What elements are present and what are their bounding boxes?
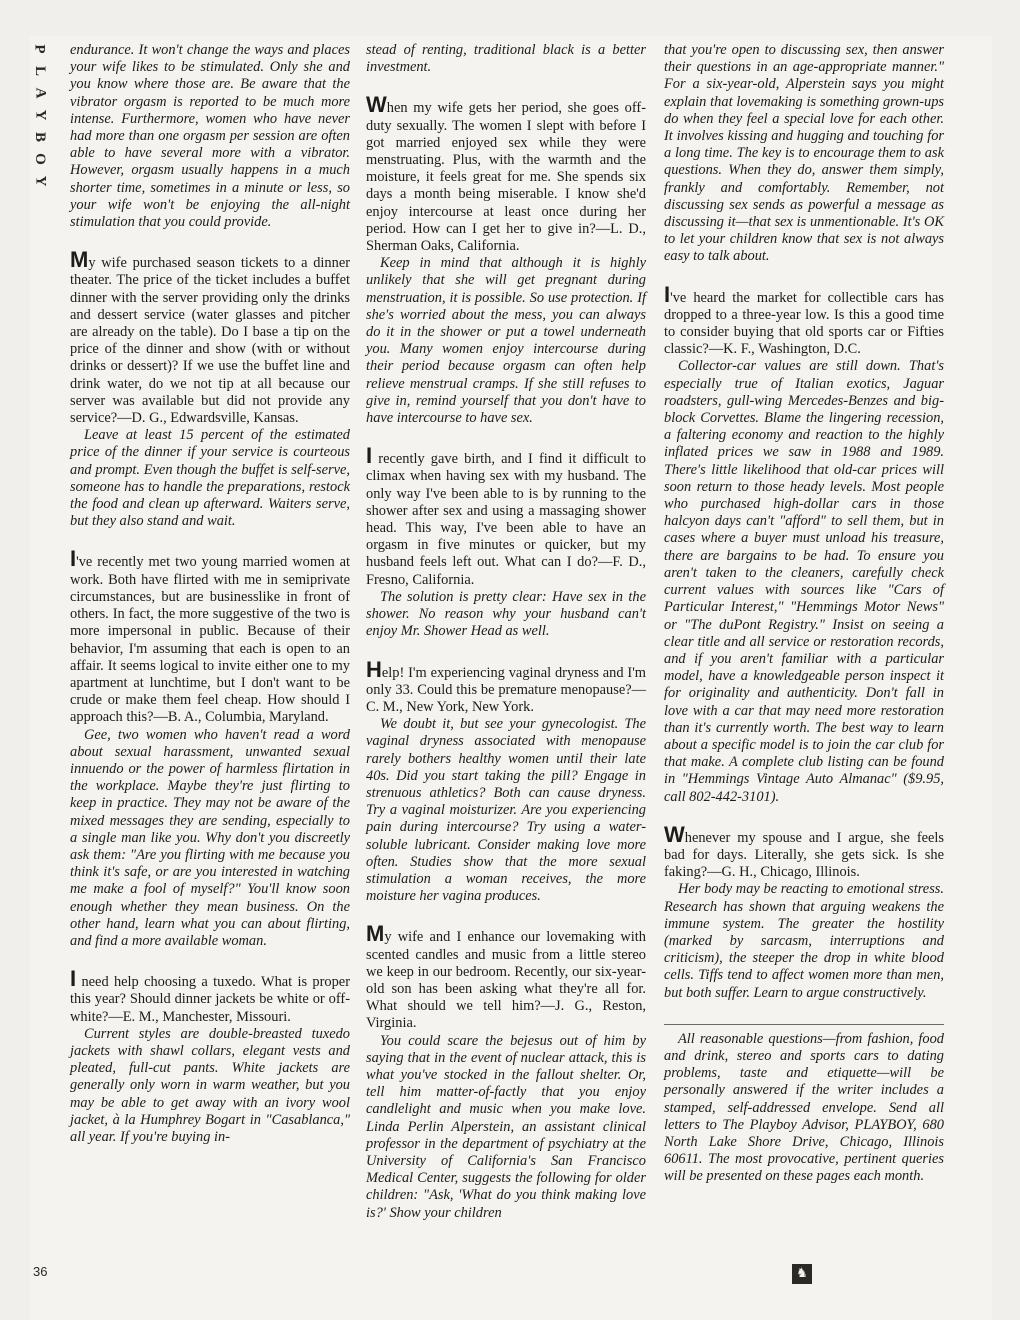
section-gap (664, 806, 944, 828)
question-text: y wife and I enhance our lovemaking with scented candles and music from a little stereo we keep in our bedroom. Recently, our six-year-old son has been asking what they're all for. What should we tell him?—J. G., Reston, Virginia. (366, 929, 646, 1032)
side-logo-letter: Y (32, 109, 48, 121)
advisor-answer: Her body may be reacting to emotional stress. Research has shown that arguing weakens the immune system. The greater the hostility (marked by sarcasm, interruptions and criticism), the steeper the drop in white blood cells. Tiffs tend to affect women more than men, but both suffer. Learn to argue constructively. (664, 881, 944, 1001)
side-logo-letter: P (31, 44, 48, 54)
drop-cap: I (70, 546, 77, 572)
reader-question (70, 966, 350, 1026)
reader-question (366, 443, 646, 589)
section-gap (366, 76, 646, 98)
drop-cap: W (366, 92, 387, 118)
drop-cap: H (366, 656, 382, 682)
advisor-answer: endurance. It won't change the ways and places your wife likes to be stimulated. Only she and you know where those are. Be aware that the vibrator orgasm is reported to be much more intense. Furthermore, women who have never had more than one orgasm per session are often able to have several more with a vibrator. However, orgasm usually happens in a much shorter time, sometimes in a minute or less, so your wife won't be enjoying the all-night stimulation that you could provide. (70, 42, 350, 231)
drop-cap: W (664, 821, 685, 847)
section-gap (366, 905, 646, 927)
side-logo-letter: L (31, 65, 48, 77)
reader-question (366, 921, 646, 1032)
question-text: elp! I'm experiencing vaginal dryness and I'm only 33. Could this be premature menopause?—C. M., New York, New York. (366, 664, 646, 715)
question-text: recently gave birth, and I find it difficult to climax when having sex with my husband. The only way I've been able to is by running to the shower after sex and using a massaging shower head. This way, I've been able to have an orgasm in five minutes or quicker, but my husband feels left out. What can I do?—F. D., Fresno, California. (366, 451, 646, 588)
section-gap (366, 427, 646, 449)
reader-question (664, 821, 944, 882)
page-number: 36 (33, 1264, 48, 1279)
section-gap (366, 641, 646, 663)
reader-question (70, 247, 350, 427)
section-gap (70, 950, 350, 972)
advisor-answer: Keep in mind that although it is highly unlikely that she will get pregnant during menstruation, it is possible. So use protection. If she's worried about the mess, you can always do it in the shower or put a towel underneath you. Many women enjoy intercourse during their period because orgasm can often help relieve menstrual cramps. If she still refuses to give in, remind yourself that you don't have to have intercourse to have sex. (366, 255, 646, 427)
drop-cap: M (70, 247, 89, 273)
reader-question (664, 281, 944, 359)
question-text: 've heard the market for collectible cars has dropped to a three-year low. Is this a good time to consider buying that old sports car or Fifties classic?—K. F., Washington, D.C. (664, 289, 944, 358)
side-logo (30, 42, 50, 188)
section-gap (70, 530, 350, 552)
column-3 (664, 42, 944, 1186)
reader-question (366, 656, 646, 717)
column-2 (366, 42, 646, 1222)
reader-question (70, 546, 350, 726)
side-logo-letter: A (32, 87, 48, 99)
drop-cap: I (664, 281, 671, 307)
question-text: hen my wife gets her period, she goes off-duty sexually. The women I slept with before I got married enjoyed sex while they were menstruating. Plus, with the warmth and the moisture, it feels great for me. She spends six days a month being miserable. I know she'd enjoy intercourse at least once during her period. How can I get her to give in?—L. D., Sherman Oaks, California. (366, 100, 646, 255)
bunny-icon: ♞ (792, 1264, 812, 1284)
reader-question (366, 92, 646, 255)
advisor-answer: The solution is pretty clear: Have sex in the shower. No reason why your husband can't enjoy Mr. Shower Head as well. (366, 588, 646, 640)
advisor-answer: stead of renting, traditional black is a better investment. (366, 42, 646, 76)
submission-note: All reasonable questions—from fashion, food and drink, stereo and sports cars to dating problems, taste and etiquette—will be personally answered if the writer includes a stamped, self-addressed envelope. Send all letters to The Playboy Advisor, PLAYBOY, 680 North Lake Shore Drive, Chicago, Illinois 60611. The most provocative, pertinent queries will be presented on these pages each month. (664, 1024, 944, 1186)
advisor-answer: You could scare the bejesus out of him by saying that in the event of nuclear attack, this is what you've stocked in the fallout shelter. Or, tell him matter-of-factly that you enjoy candlelight and music when you make love. Linda Perlin Alperstein, an assistant clinical professor in the department of psychiatry at the University of California's San Francisco Medical Center, suggests the following for older children: "Ask, 'What do you think making love is?' Show your children (366, 1032, 646, 1221)
drop-cap: M (366, 921, 385, 947)
advisor-answer: Gee, two women who haven't read a word about sexual harassment, unwanted sexual innuendo or the power of harmless flirtation in the workplace. Maybe they're just flirting to keep in practice. They may not be aware of the mixed messages they are sending, especially to a single man like you. Why don't you discreetly ask them: "Are you flirting with me because you think it's safe, or are you interested in watching me make a fool of myself?" You'll know soon enough whether they mean business. On the other hand, learn what you can about flirting, and find a more available woman. (70, 726, 350, 949)
section-gap (664, 266, 944, 288)
advisor-answer: Collector-car values are still down. That's especially true of Italian exotics, Jaguar roadsters, gull-wing Mercedes-Benzes and big-block Corvettes. Blame the lingering recession, a faltering economy and reaction to the highly inflated prices we saw in 1988 and 1989. There's little likelihood that old-car prices will soon return to those heady levels. Most people who purchased high-dollar cars in those halcyon days can't "afford" to sell them, but in cases where a buyer must unload his treasure, there are bargains to be had. To ensure you aren't taken to the cleaners, carefully check current values with sources like "Cars of Particular Interest," "Hemmings Motor News" or "The duPont Registry." Insist on seeing a clear title and all service or restoration records, and if you aren't familiar with a particular model, have a knowledgeable person inspect it for originality and authenticity. Don't fall in love with a car that may need more restoration than it's currently worth. The best way to learn about a specific model is to join the car club for that make. A complete club listing can be found in "Hemmings Vintage Auto Almanac" ($9.95, call 802-442-3101). (664, 358, 944, 805)
question-text: 've recently met two young married women at work. Both have flirted with me in semiprivate circumstances, but are businesslike in front of others. In fact, the more suggestive of the two is more impersonal in public. Because of their behavior, I'm assuming that each is open to an affair. It seems logical to invite either one to my apartment at lunchtime, but I don't want to be crude or make them feel cheap. How should I approach this?—B. A., Columbia, Maryland. (70, 554, 350, 726)
advisor-answer: We doubt it, but see your gynecologist. The vaginal dryness associated with menopause rarely bothers healthy women until their late 40s. Did you start taking the pill? Engage in strenuous athletics? Both can cause dryness. Try a vaginal moisturizer. Are you experiencing pain during intercourse? Try using a water-soluble lubricant. Consider making love more often. Studies show that the more sexual stimulation a woman receives, the more moisture her vagina produces. (366, 716, 646, 905)
drop-cap: I (70, 966, 77, 992)
question-text: y wife purchased season tickets to a dinner theater. The price of the ticket includes a buffet dinner with the server providing only the drinks and dessert service (water glasses and pitcher are already on the table). Do I base a tip on the price of the dinner and show (with or without drinks or dessert)? If we use the buffet line and drink water, do we not tip at all because our server was available but did not provide any service?—D. G., Edwardsville, Kansas. (70, 255, 350, 427)
side-logo-letter: O (31, 153, 48, 165)
section-gap (70, 231, 350, 253)
advisor-answer: Current styles are double-breasted tuxedo jackets with shawl collars, elegant vests and pleated, full-cut pants. White jackets are generally only worn in warm weather, but you may be able to get away with an ivory wool jacket, à la Humphrey Bogart in "Casablanca," all year. If you're buying in- (70, 1025, 350, 1145)
side-logo-letter: Y (32, 175, 48, 187)
side-logo-letter: B (31, 131, 48, 143)
column-1 (70, 42, 350, 1146)
advisor-answer: Leave at least 15 percent of the estimated price of the dinner if your service is courteous and prompt. Even though the buffet is self-serve, someone has to handle the preparations, restock the food and clean up afterward. Waiters serve, but they also stand and wait. (70, 427, 350, 530)
question-text: need help choosing a tuxedo. What is proper this year? Should dinner jackets be white or off-white?—E. M., Manchester, Missouri. (70, 974, 350, 1025)
advisor-answer: that you're open to discussing sex, then answer their questions in an age-appropriate manner." For a six-year-old, Alperstein says you might explain that lovemaking is something grown-ups do when they feel a special love for each other. It involves kissing and hugging and touching for a long time. The key is to encourage them to ask questions. When they do, answer them simply, frankly and comfortably. Remember, not discussing sex sends as powerful a message as discussing it—that sex is unmentionable. It's OK to let your children know that sex is not always easy to talk about. (664, 42, 944, 265)
drop-cap: I (366, 443, 373, 469)
question-text: henever my spouse and I argue, she feels bad for days. Literally, she gets sick. Is she faking?—G. H., Chicago, Illinois. (664, 829, 944, 881)
section-gap (664, 1002, 944, 1024)
